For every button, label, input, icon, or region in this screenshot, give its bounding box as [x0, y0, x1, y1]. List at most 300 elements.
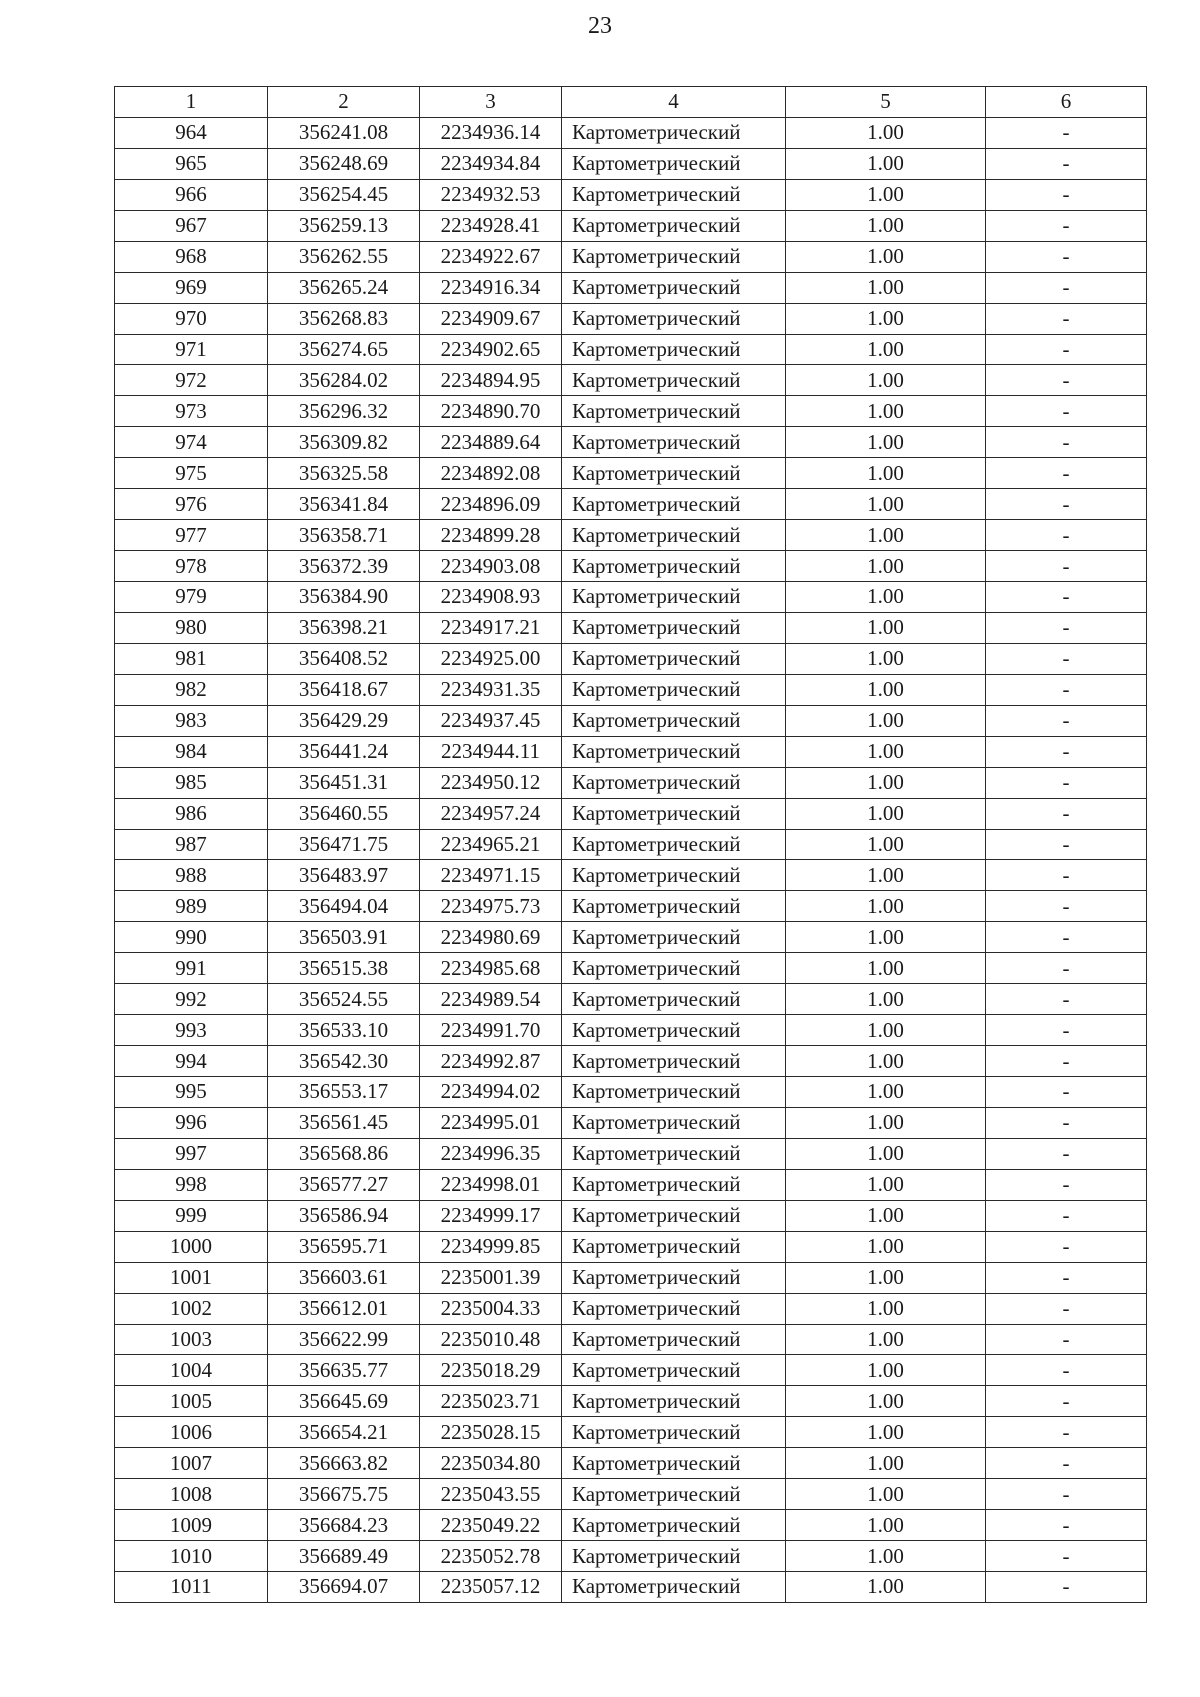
point-number-cell: 1003 [115, 1324, 268, 1355]
table-row [115, 1262, 1147, 1293]
point-number-cell: 992 [115, 984, 268, 1015]
accuracy-cell: 1.00 [786, 1107, 986, 1138]
method-cell: Картометрический [562, 179, 786, 210]
method-cell: Картометрический [562, 148, 786, 179]
accuracy-cell: 1.00 [786, 303, 986, 334]
method-cell: Картометрический [562, 674, 786, 705]
y-coordinate-cell: 2235057.12 [420, 1572, 562, 1603]
x-coordinate-cell: 356341.84 [268, 489, 420, 520]
x-coordinate-cell: 356372.39 [268, 551, 420, 582]
note-cell: - [986, 334, 1147, 365]
accuracy-cell: 1.00 [786, 829, 986, 860]
table-row [115, 1046, 1147, 1077]
y-coordinate-cell: 2235018.29 [420, 1355, 562, 1386]
y-coordinate-cell: 2234937.45 [420, 705, 562, 736]
coordinates-table [114, 86, 1147, 1603]
point-number-cell: 971 [115, 334, 268, 365]
note-cell: - [986, 1200, 1147, 1231]
table-row [115, 891, 1147, 922]
method-cell: Картометрический [562, 489, 786, 520]
point-number-cell: 975 [115, 458, 268, 489]
accuracy-cell: 1.00 [786, 489, 986, 520]
table-row [115, 179, 1147, 210]
point-number-cell: 977 [115, 520, 268, 551]
table-row [115, 1479, 1147, 1510]
accuracy-cell: 1.00 [786, 860, 986, 891]
note-cell: - [986, 1231, 1147, 1262]
note-cell: - [986, 179, 1147, 210]
method-cell: Картометрический [562, 582, 786, 613]
x-coordinate-cell: 356325.58 [268, 458, 420, 489]
x-coordinate-cell: 356398.21 [268, 612, 420, 643]
accuracy-cell: 1.00 [786, 1479, 986, 1510]
point-number-cell: 974 [115, 427, 268, 458]
method-cell: Картометрический [562, 1169, 786, 1200]
method-cell: Картометрический [562, 334, 786, 365]
method-cell: Картометрический [562, 829, 786, 860]
table-row [115, 767, 1147, 798]
accuracy-cell: 1.00 [786, 1046, 986, 1077]
accuracy-cell: 1.00 [786, 736, 986, 767]
y-coordinate-cell: 2234889.64 [420, 427, 562, 458]
method-cell: Картометрический [562, 396, 786, 427]
accuracy-cell: 1.00 [786, 396, 986, 427]
x-coordinate-cell: 356265.24 [268, 272, 420, 303]
table-row [115, 612, 1147, 643]
accuracy-cell: 1.00 [786, 953, 986, 984]
accuracy-cell: 1.00 [786, 427, 986, 458]
x-coordinate-cell: 356248.69 [268, 148, 420, 179]
note-cell: - [986, 117, 1147, 148]
note-cell: - [986, 148, 1147, 179]
method-cell: Картометрический [562, 1324, 786, 1355]
accuracy-cell: 1.00 [786, 674, 986, 705]
method-cell: Картометрический [562, 1479, 786, 1510]
point-number-cell: 967 [115, 210, 268, 241]
y-coordinate-cell: 2234909.67 [420, 303, 562, 334]
point-number-cell: 981 [115, 643, 268, 674]
accuracy-cell: 1.00 [786, 1293, 986, 1324]
x-coordinate-cell: 356254.45 [268, 179, 420, 210]
point-number-cell: 1005 [115, 1386, 268, 1417]
note-cell: - [986, 1448, 1147, 1479]
method-cell: Картометрический [562, 520, 786, 551]
method-cell: Картометрический [562, 241, 786, 272]
point-number-cell: 1006 [115, 1417, 268, 1448]
x-coordinate-cell: 356663.82 [268, 1448, 420, 1479]
point-number-cell: 980 [115, 612, 268, 643]
column-header-2: 2 [268, 87, 420, 118]
x-coordinate-cell: 356494.04 [268, 891, 420, 922]
point-number-cell: 968 [115, 241, 268, 272]
note-cell: - [986, 953, 1147, 984]
note-cell: - [986, 1107, 1147, 1138]
table-row [115, 1200, 1147, 1231]
y-coordinate-cell: 2234992.87 [420, 1046, 562, 1077]
table-row [115, 365, 1147, 396]
point-number-cell: 999 [115, 1200, 268, 1231]
note-cell: - [986, 1479, 1147, 1510]
column-header-3: 3 [420, 87, 562, 118]
y-coordinate-cell: 2235034.80 [420, 1448, 562, 1479]
note-cell: - [986, 551, 1147, 582]
method-cell: Картометрический [562, 798, 786, 829]
y-coordinate-cell: 2234975.73 [420, 891, 562, 922]
y-coordinate-cell: 2234925.00 [420, 643, 562, 674]
x-coordinate-cell: 356296.32 [268, 396, 420, 427]
note-cell: - [986, 520, 1147, 551]
table-row [115, 396, 1147, 427]
point-number-cell: 966 [115, 179, 268, 210]
x-coordinate-cell: 356408.52 [268, 643, 420, 674]
note-cell: - [986, 829, 1147, 860]
y-coordinate-cell: 2235043.55 [420, 1479, 562, 1510]
point-number-cell: 1011 [115, 1572, 268, 1603]
column-header-5: 5 [786, 87, 986, 118]
table-row [115, 736, 1147, 767]
method-cell: Картометрический [562, 891, 786, 922]
x-coordinate-cell: 356603.61 [268, 1262, 420, 1293]
method-cell: Картометрический [562, 1572, 786, 1603]
point-number-cell: 1001 [115, 1262, 268, 1293]
method-cell: Картометрический [562, 922, 786, 953]
y-coordinate-cell: 2234971.15 [420, 860, 562, 891]
note-cell: - [986, 427, 1147, 458]
method-cell: Картометрический [562, 736, 786, 767]
accuracy-cell: 1.00 [786, 612, 986, 643]
table-row [115, 674, 1147, 705]
y-coordinate-cell: 2235010.48 [420, 1324, 562, 1355]
method-cell: Картометрический [562, 272, 786, 303]
note-cell: - [986, 891, 1147, 922]
x-coordinate-cell: 356451.31 [268, 767, 420, 798]
table-row [115, 458, 1147, 489]
method-cell: Картометрический [562, 767, 786, 798]
x-coordinate-cell: 356471.75 [268, 829, 420, 860]
point-number-cell: 984 [115, 736, 268, 767]
note-cell: - [986, 1510, 1147, 1541]
table-row [115, 705, 1147, 736]
y-coordinate-cell: 2235028.15 [420, 1417, 562, 1448]
accuracy-cell: 1.00 [786, 117, 986, 148]
table-row [115, 210, 1147, 241]
x-coordinate-cell: 356268.83 [268, 303, 420, 334]
x-coordinate-cell: 356384.90 [268, 582, 420, 613]
point-number-cell: 1007 [115, 1448, 268, 1479]
note-cell: - [986, 674, 1147, 705]
note-cell: - [986, 365, 1147, 396]
x-coordinate-cell: 356675.75 [268, 1479, 420, 1510]
method-cell: Картометрический [562, 1541, 786, 1572]
y-coordinate-cell: 2235004.33 [420, 1293, 562, 1324]
method-cell: Картометрический [562, 612, 786, 643]
method-cell: Картометрический [562, 953, 786, 984]
point-number-cell: 1008 [115, 1479, 268, 1510]
accuracy-cell: 1.00 [786, 922, 986, 953]
table-row [115, 148, 1147, 179]
accuracy-cell: 1.00 [786, 798, 986, 829]
x-coordinate-cell: 356542.30 [268, 1046, 420, 1077]
table-row [115, 829, 1147, 860]
table-row [115, 922, 1147, 953]
accuracy-cell: 1.00 [786, 1138, 986, 1169]
accuracy-cell: 1.00 [786, 1262, 986, 1293]
table-row [115, 1355, 1147, 1386]
y-coordinate-cell: 2234936.14 [420, 117, 562, 148]
method-cell: Картометрический [562, 551, 786, 582]
accuracy-cell: 1.00 [786, 1169, 986, 1200]
point-number-cell: 983 [115, 705, 268, 736]
note-cell: - [986, 1541, 1147, 1572]
x-coordinate-cell: 356553.17 [268, 1077, 420, 1108]
accuracy-cell: 1.00 [786, 891, 986, 922]
accuracy-cell: 1.00 [786, 582, 986, 613]
note-cell: - [986, 489, 1147, 520]
table-row [115, 798, 1147, 829]
y-coordinate-cell: 2234989.54 [420, 984, 562, 1015]
x-coordinate-cell: 356645.69 [268, 1386, 420, 1417]
table-row [115, 984, 1147, 1015]
y-coordinate-cell: 2235052.78 [420, 1541, 562, 1572]
method-cell: Картометрический [562, 1046, 786, 1077]
y-coordinate-cell: 2234999.85 [420, 1231, 562, 1262]
table-row [115, 334, 1147, 365]
table-row [115, 303, 1147, 334]
y-coordinate-cell: 2234908.93 [420, 582, 562, 613]
table-row [115, 1169, 1147, 1200]
x-coordinate-cell: 356684.23 [268, 1510, 420, 1541]
x-coordinate-cell: 356635.77 [268, 1355, 420, 1386]
table-row [115, 272, 1147, 303]
x-coordinate-cell: 356595.71 [268, 1231, 420, 1262]
point-number-cell: 989 [115, 891, 268, 922]
note-cell: - [986, 1169, 1147, 1200]
table-row [115, 860, 1147, 891]
x-coordinate-cell: 356483.97 [268, 860, 420, 891]
point-number-cell: 985 [115, 767, 268, 798]
table-row [115, 582, 1147, 613]
accuracy-cell: 1.00 [786, 1231, 986, 1262]
y-coordinate-cell: 2234950.12 [420, 767, 562, 798]
table-row [115, 489, 1147, 520]
y-coordinate-cell: 2234998.01 [420, 1169, 562, 1200]
table-row [115, 520, 1147, 551]
accuracy-cell: 1.00 [786, 1510, 986, 1541]
method-cell: Картометрический [562, 458, 786, 489]
note-cell: - [986, 1417, 1147, 1448]
y-coordinate-cell: 2234934.84 [420, 148, 562, 179]
x-coordinate-cell: 356654.21 [268, 1417, 420, 1448]
table-row [115, 241, 1147, 272]
x-coordinate-cell: 356694.07 [268, 1572, 420, 1603]
y-coordinate-cell: 2234944.11 [420, 736, 562, 767]
y-coordinate-cell: 2234890.70 [420, 396, 562, 427]
y-coordinate-cell: 2234892.08 [420, 458, 562, 489]
note-cell: - [986, 210, 1147, 241]
y-coordinate-cell: 2234894.95 [420, 365, 562, 396]
table-row [115, 643, 1147, 674]
note-cell: - [986, 984, 1147, 1015]
accuracy-cell: 1.00 [786, 1417, 986, 1448]
point-number-cell: 986 [115, 798, 268, 829]
method-cell: Картометрический [562, 210, 786, 241]
point-number-cell: 990 [115, 922, 268, 953]
x-coordinate-cell: 356262.55 [268, 241, 420, 272]
accuracy-cell: 1.00 [786, 767, 986, 798]
note-cell: - [986, 241, 1147, 272]
y-coordinate-cell: 2234928.41 [420, 210, 562, 241]
table-row [115, 1448, 1147, 1479]
method-cell: Картометрический [562, 365, 786, 396]
y-coordinate-cell: 2234957.24 [420, 798, 562, 829]
x-coordinate-cell: 356612.01 [268, 1293, 420, 1324]
method-cell: Картометрический [562, 705, 786, 736]
note-cell: - [986, 1046, 1147, 1077]
x-coordinate-cell: 356429.29 [268, 705, 420, 736]
point-number-cell: 979 [115, 582, 268, 613]
note-cell: - [986, 736, 1147, 767]
x-coordinate-cell: 356524.55 [268, 984, 420, 1015]
table-row [115, 1386, 1147, 1417]
accuracy-cell: 1.00 [786, 241, 986, 272]
x-coordinate-cell: 356568.86 [268, 1138, 420, 1169]
point-number-cell: 969 [115, 272, 268, 303]
method-cell: Картометрический [562, 984, 786, 1015]
accuracy-cell: 1.00 [786, 984, 986, 1015]
x-coordinate-cell: 356533.10 [268, 1015, 420, 1046]
point-number-cell: 973 [115, 396, 268, 427]
method-cell: Картометрический [562, 1386, 786, 1417]
x-coordinate-cell: 356241.08 [268, 117, 420, 148]
point-number-cell: 997 [115, 1138, 268, 1169]
note-cell: - [986, 767, 1147, 798]
point-number-cell: 1009 [115, 1510, 268, 1541]
y-coordinate-cell: 2234922.67 [420, 241, 562, 272]
note-cell: - [986, 458, 1147, 489]
note-cell: - [986, 1077, 1147, 1108]
method-cell: Картометрический [562, 1355, 786, 1386]
x-coordinate-cell: 356622.99 [268, 1324, 420, 1355]
table-row [115, 551, 1147, 582]
accuracy-cell: 1.00 [786, 1200, 986, 1231]
accuracy-cell: 1.00 [786, 1015, 986, 1046]
point-number-cell: 964 [115, 117, 268, 148]
x-coordinate-cell: 356515.38 [268, 953, 420, 984]
note-cell: - [986, 1262, 1147, 1293]
y-coordinate-cell: 2234991.70 [420, 1015, 562, 1046]
accuracy-cell: 1.00 [786, 705, 986, 736]
note-cell: - [986, 582, 1147, 613]
x-coordinate-cell: 356274.65 [268, 334, 420, 365]
note-cell: - [986, 922, 1147, 953]
column-header-4: 4 [562, 87, 786, 118]
point-number-cell: 994 [115, 1046, 268, 1077]
x-coordinate-cell: 356259.13 [268, 210, 420, 241]
point-number-cell: 970 [115, 303, 268, 334]
note-cell: - [986, 1572, 1147, 1603]
method-cell: Картометрический [562, 1015, 786, 1046]
note-cell: - [986, 1293, 1147, 1324]
table-row [115, 1015, 1147, 1046]
note-cell: - [986, 643, 1147, 674]
note-cell: - [986, 1015, 1147, 1046]
method-cell: Картометрический [562, 1262, 786, 1293]
point-number-cell: 982 [115, 674, 268, 705]
point-number-cell: 976 [115, 489, 268, 520]
point-number-cell: 987 [115, 829, 268, 860]
table-row [115, 427, 1147, 458]
accuracy-cell: 1.00 [786, 148, 986, 179]
accuracy-cell: 1.00 [786, 272, 986, 303]
accuracy-cell: 1.00 [786, 365, 986, 396]
x-coordinate-cell: 356577.27 [268, 1169, 420, 1200]
table-header-row [115, 87, 1147, 118]
table-row [115, 1324, 1147, 1355]
method-cell: Картометрический [562, 1200, 786, 1231]
y-coordinate-cell: 2234903.08 [420, 551, 562, 582]
x-coordinate-cell: 356689.49 [268, 1541, 420, 1572]
table-row [115, 953, 1147, 984]
y-coordinate-cell: 2234985.68 [420, 953, 562, 984]
y-coordinate-cell: 2235023.71 [420, 1386, 562, 1417]
x-coordinate-cell: 356309.82 [268, 427, 420, 458]
y-coordinate-cell: 2234916.34 [420, 272, 562, 303]
x-coordinate-cell: 356460.55 [268, 798, 420, 829]
point-number-cell: 1010 [115, 1541, 268, 1572]
method-cell: Картометрический [562, 1077, 786, 1108]
table-body [115, 117, 1147, 1602]
table-row [115, 117, 1147, 148]
point-number-cell: 993 [115, 1015, 268, 1046]
table-row [115, 1417, 1147, 1448]
method-cell: Картометрический [562, 1510, 786, 1541]
table-row [115, 1077, 1147, 1108]
point-number-cell: 1004 [115, 1355, 268, 1386]
point-number-cell: 1002 [115, 1293, 268, 1324]
x-coordinate-cell: 356561.45 [268, 1107, 420, 1138]
y-coordinate-cell: 2234896.09 [420, 489, 562, 520]
y-coordinate-cell: 2234931.35 [420, 674, 562, 705]
accuracy-cell: 1.00 [786, 1448, 986, 1479]
accuracy-cell: 1.00 [786, 334, 986, 365]
point-number-cell: 978 [115, 551, 268, 582]
accuracy-cell: 1.00 [786, 1355, 986, 1386]
point-number-cell: 988 [115, 860, 268, 891]
y-coordinate-cell: 2234996.35 [420, 1138, 562, 1169]
x-coordinate-cell: 356418.67 [268, 674, 420, 705]
x-coordinate-cell: 356358.71 [268, 520, 420, 551]
accuracy-cell: 1.00 [786, 643, 986, 674]
accuracy-cell: 1.00 [786, 1386, 986, 1417]
x-coordinate-cell: 356586.94 [268, 1200, 420, 1231]
y-coordinate-cell: 2234917.21 [420, 612, 562, 643]
note-cell: - [986, 860, 1147, 891]
accuracy-cell: 1.00 [786, 1324, 986, 1355]
accuracy-cell: 1.00 [786, 458, 986, 489]
point-number-cell: 972 [115, 365, 268, 396]
table-row [115, 1293, 1147, 1324]
method-cell: Картометрический [562, 1231, 786, 1262]
y-coordinate-cell: 2234965.21 [420, 829, 562, 860]
note-cell: - [986, 705, 1147, 736]
point-number-cell: 965 [115, 148, 268, 179]
note-cell: - [986, 1138, 1147, 1169]
note-cell: - [986, 303, 1147, 334]
accuracy-cell: 1.00 [786, 1077, 986, 1108]
point-number-cell: 1000 [115, 1231, 268, 1262]
accuracy-cell: 1.00 [786, 551, 986, 582]
note-cell: - [986, 1324, 1147, 1355]
